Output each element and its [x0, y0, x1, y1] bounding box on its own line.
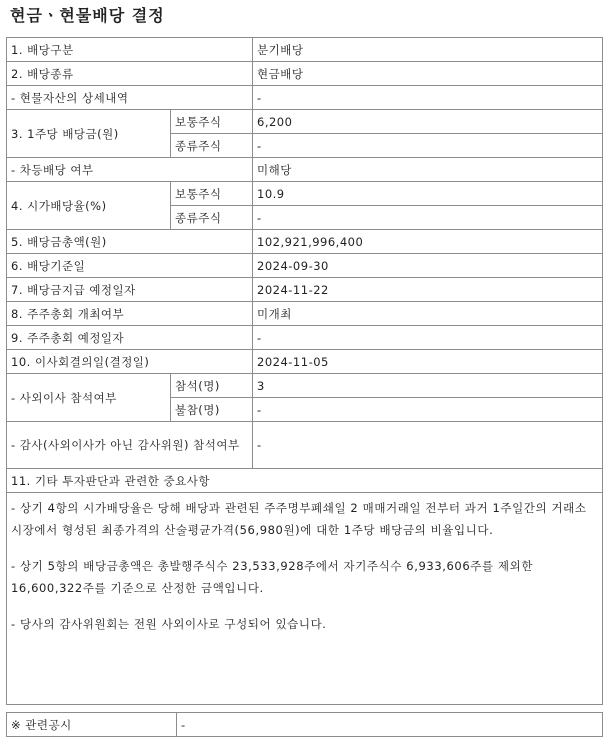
row-value: 미해당 — [253, 158, 603, 182]
row-value: - — [253, 206, 603, 230]
table-row — [7, 493, 603, 705]
row-label: 8. 주주총회 개최여부 — [7, 302, 253, 326]
table-row — [7, 86, 603, 110]
table-row — [7, 469, 603, 493]
table-row — [7, 254, 603, 278]
related-label: ※ 관련공시 — [7, 713, 177, 737]
row-value: - — [253, 422, 603, 469]
table-row — [7, 713, 603, 737]
row-label: 9. 주주총회 예정일자 — [7, 326, 253, 350]
table-row — [7, 278, 603, 302]
note-paragraph: - 상기 5항의 배당금총액은 총발행주식수 23,533,928주에서 자기주식수 6,933,606주를 제외한 16,600,322주를 기준으로 산정한 금액입니다. — [11, 559, 534, 595]
row-label: 11. 기타 투자판단과 관련한 중요사항 — [7, 469, 603, 493]
row-value: 2024-11-22 — [253, 278, 603, 302]
dividend-table — [6, 37, 603, 705]
row-value: 분기배당 — [253, 38, 603, 62]
table-row — [7, 230, 603, 254]
row-value: 10.9 — [253, 182, 603, 206]
row-value: 2024-11-05 — [253, 350, 603, 374]
notes-cell — [7, 493, 603, 705]
row-label: 3. 1주당 배당금(원) — [7, 110, 171, 158]
table-row — [7, 422, 603, 469]
note-paragraph: - 상기 4항의 시가배당율은 당해 배당과 관련된 주주명부폐쇄일 2 매매거래일 전부터 과거 1주일간의 거래소 시장에서 형성된 최종가격의 산술평균가격(56,980원)에 대한 1주당 배당금의 비율입니다. — [11, 501, 587, 537]
row-value: - — [253, 86, 603, 110]
table-row — [7, 326, 603, 350]
row-label: 10. 이사회결의일(결정일) — [7, 350, 253, 374]
sub-label: 참석(명) — [171, 374, 253, 398]
row-value: 미개최 — [253, 302, 603, 326]
table-row — [7, 62, 603, 86]
table-row — [7, 182, 603, 206]
sub-label: 보통주식 — [171, 182, 253, 206]
row-label: 5. 배당금총액(원) — [7, 230, 253, 254]
table-row — [7, 38, 603, 62]
related-value: - — [177, 713, 603, 737]
row-label: 6. 배당기준일 — [7, 254, 253, 278]
row-label: - 현물자산의 상세내역 — [7, 86, 253, 110]
row-label: - 사외이사 참석여부 — [7, 374, 171, 422]
row-value: 2024-09-30 — [253, 254, 603, 278]
sub-label: 종류주식 — [171, 134, 253, 158]
page-title: 현금ㆍ현물배당 결정 — [10, 6, 165, 25]
table-row — [7, 374, 603, 398]
row-label: - 차등배당 여부 — [7, 158, 253, 182]
row-value: 6,200 — [253, 110, 603, 134]
sub-label: 불참(명) — [171, 398, 253, 422]
row-value: 현금배당 — [253, 62, 603, 86]
row-value: 3 — [253, 374, 603, 398]
row-value: - — [253, 326, 603, 350]
row-label: 1. 배당구분 — [7, 38, 253, 62]
table-row — [7, 110, 603, 134]
row-label: 7. 배당금지급 예정일자 — [7, 278, 253, 302]
row-label: 2. 배당종류 — [7, 62, 253, 86]
row-value: 102,921,996,400 — [253, 230, 603, 254]
note-paragraph: - 당사의 감사위원회는 전원 사외이사로 구성되어 있습니다. — [11, 617, 327, 631]
related-disclosure-table — [6, 712, 603, 737]
table-row — [7, 350, 603, 374]
row-label: 4. 시가배당율(%) — [7, 182, 171, 230]
row-value: - — [253, 398, 603, 422]
sub-label: 종류주식 — [171, 206, 253, 230]
row-value: - — [253, 134, 603, 158]
table-row — [7, 158, 603, 182]
sub-label: 보통주식 — [171, 110, 253, 134]
row-label: - 감사(사외이사가 아닌 감사위원) 참석여부 — [7, 422, 253, 469]
table-row — [7, 302, 603, 326]
